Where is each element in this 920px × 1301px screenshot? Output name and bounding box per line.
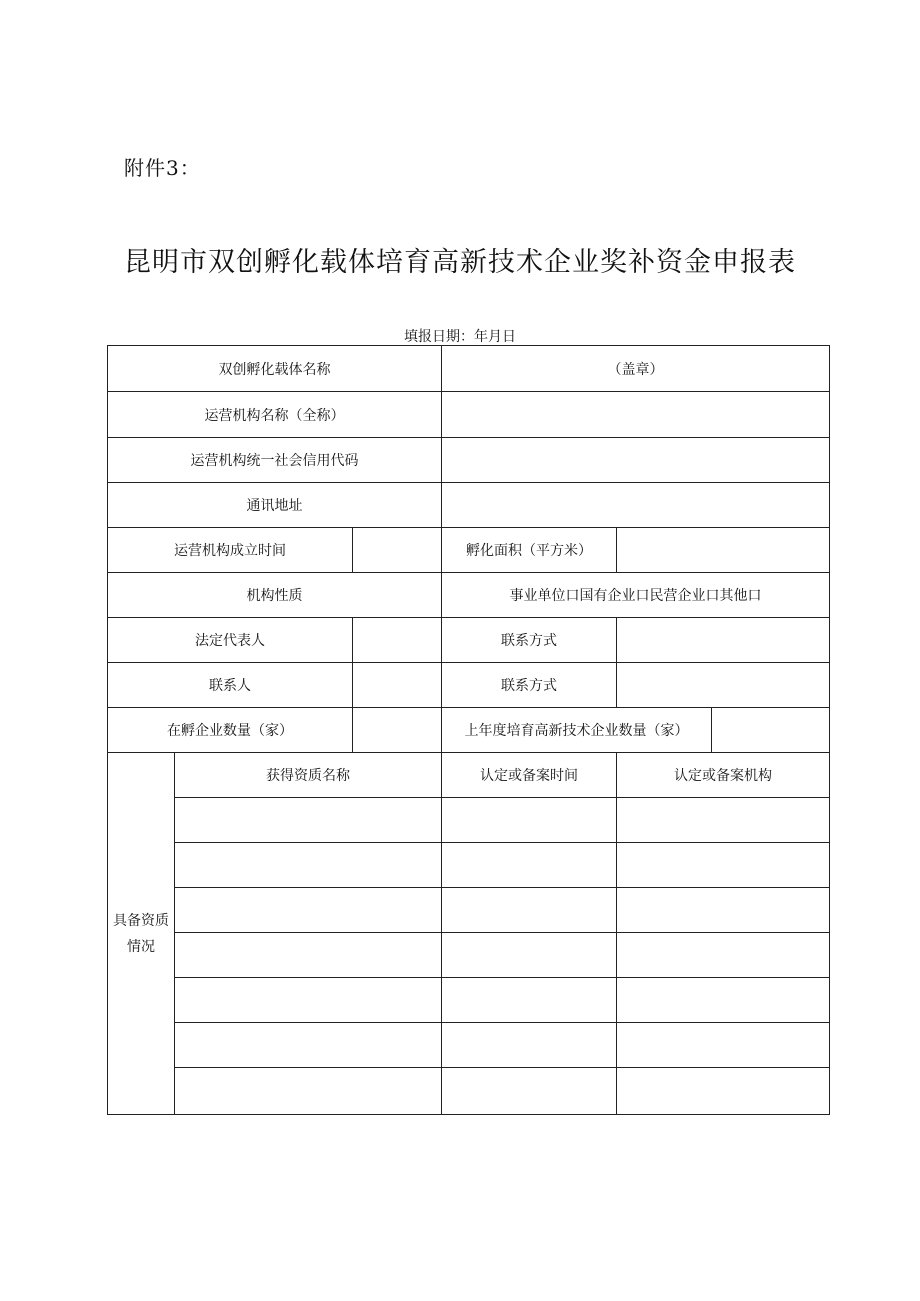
qualification-date-cell[interactable] <box>442 843 617 888</box>
nature-label: 机构性质 <box>108 573 442 618</box>
incubating-count-field[interactable] <box>353 708 442 753</box>
operator-name-field[interactable] <box>442 392 830 438</box>
qualification-row <box>108 978 830 1023</box>
qualification-date-cell[interactable] <box>442 933 617 978</box>
qualification-org-cell[interactable] <box>617 978 830 1023</box>
form-row-carrier-name <box>108 346 830 392</box>
legal-rep-field[interactable] <box>353 618 442 663</box>
qualification-org-cell[interactable] <box>617 1023 830 1068</box>
form-row-address <box>108 483 830 528</box>
qualification-org-cell[interactable] <box>617 933 830 978</box>
cultivated-count-field[interactable] <box>712 708 830 753</box>
contact-method-label: 联系方式 <box>442 618 617 663</box>
qualification-name-cell[interactable] <box>175 798 442 843</box>
incubating-count-label: 在孵企业数量（家） <box>108 708 353 753</box>
qualification-org-cell[interactable] <box>617 888 830 933</box>
address-label: 通讯地址 <box>108 483 442 528</box>
qualification-name-cell[interactable] <box>175 1023 442 1068</box>
qualification-date-cell[interactable] <box>442 888 617 933</box>
page-title: 昆明市双创孵化载体培育高新技术企业奖补资金申报表 <box>124 247 796 278</box>
qualification-name-cell[interactable] <box>175 933 442 978</box>
qualification-name-cell[interactable] <box>175 843 442 888</box>
credit-code-field[interactable] <box>442 438 830 483</box>
legal-rep-contact-field[interactable] <box>617 618 830 663</box>
qualification-name-cell[interactable] <box>175 978 442 1023</box>
qualification-date-cell[interactable] <box>442 798 617 843</box>
carrier-name-label: 双创孵化载体名称 <box>108 346 442 392</box>
credit-code-label: 运营机构统一社会信用代码 <box>108 438 442 483</box>
form-row-contact-person <box>108 663 830 708</box>
address-field[interactable] <box>442 483 830 528</box>
form-row-nature <box>108 573 830 618</box>
cultivated-count-label: 上年度培育高新技术企业数量（家） <box>442 708 712 753</box>
form-row-enterprise-counts <box>108 708 830 753</box>
application-form-table <box>107 345 830 1115</box>
qualification-date-cell[interactable] <box>442 1023 617 1068</box>
qualification-date-cell[interactable] <box>442 1068 617 1115</box>
qualification-name-header: 获得资质名称 <box>175 753 442 798</box>
qualification-org-cell[interactable] <box>617 1068 830 1115</box>
contact-method-label: 联系方式 <box>442 663 617 708</box>
qualification-row <box>108 933 830 978</box>
qualification-date-header: 认定或备案时间 <box>442 753 617 798</box>
fill-date: 填报日期：年月日 <box>404 329 516 345</box>
contact-person-contact-field[interactable] <box>617 663 830 708</box>
form-row-credit-code <box>108 438 830 483</box>
qualification-org-cell[interactable] <box>617 843 830 888</box>
contact-person-field[interactable] <box>353 663 442 708</box>
operator-name-label: 运营机构名称（全称） <box>108 392 442 438</box>
qualification-row <box>108 888 830 933</box>
qualification-org-cell[interactable] <box>617 798 830 843</box>
qualification-row <box>108 1023 830 1068</box>
form-row-established <box>108 528 830 573</box>
area-label: 孵化面积（平方米） <box>442 528 617 573</box>
carrier-name-field[interactable]: （盖章） <box>442 346 830 392</box>
qualification-date-cell[interactable] <box>442 978 617 1023</box>
form-row-legal-rep <box>108 618 830 663</box>
attachment-label: 附件3： <box>124 156 201 180</box>
qualification-header-row <box>108 753 830 798</box>
form-row-operator-name <box>108 392 830 438</box>
established-label: 运营机构成立时间 <box>108 528 353 573</box>
qualification-row <box>108 843 830 888</box>
area-field[interactable] <box>617 528 830 573</box>
legal-rep-label: 法定代表人 <box>108 618 353 663</box>
qualification-row <box>108 1068 830 1115</box>
qualification-org-header: 认定或备案机构 <box>617 753 830 798</box>
established-field[interactable] <box>353 528 442 573</box>
nature-options[interactable]: 事业单位口国有企业口民营企业口其他口 <box>442 573 830 618</box>
qualification-name-cell[interactable] <box>175 888 442 933</box>
qualification-row <box>108 798 830 843</box>
contact-person-label: 联系人 <box>108 663 353 708</box>
qualification-name-cell[interactable] <box>175 1068 442 1115</box>
qualification-section-label: 具备资质情况 <box>108 753 175 1115</box>
